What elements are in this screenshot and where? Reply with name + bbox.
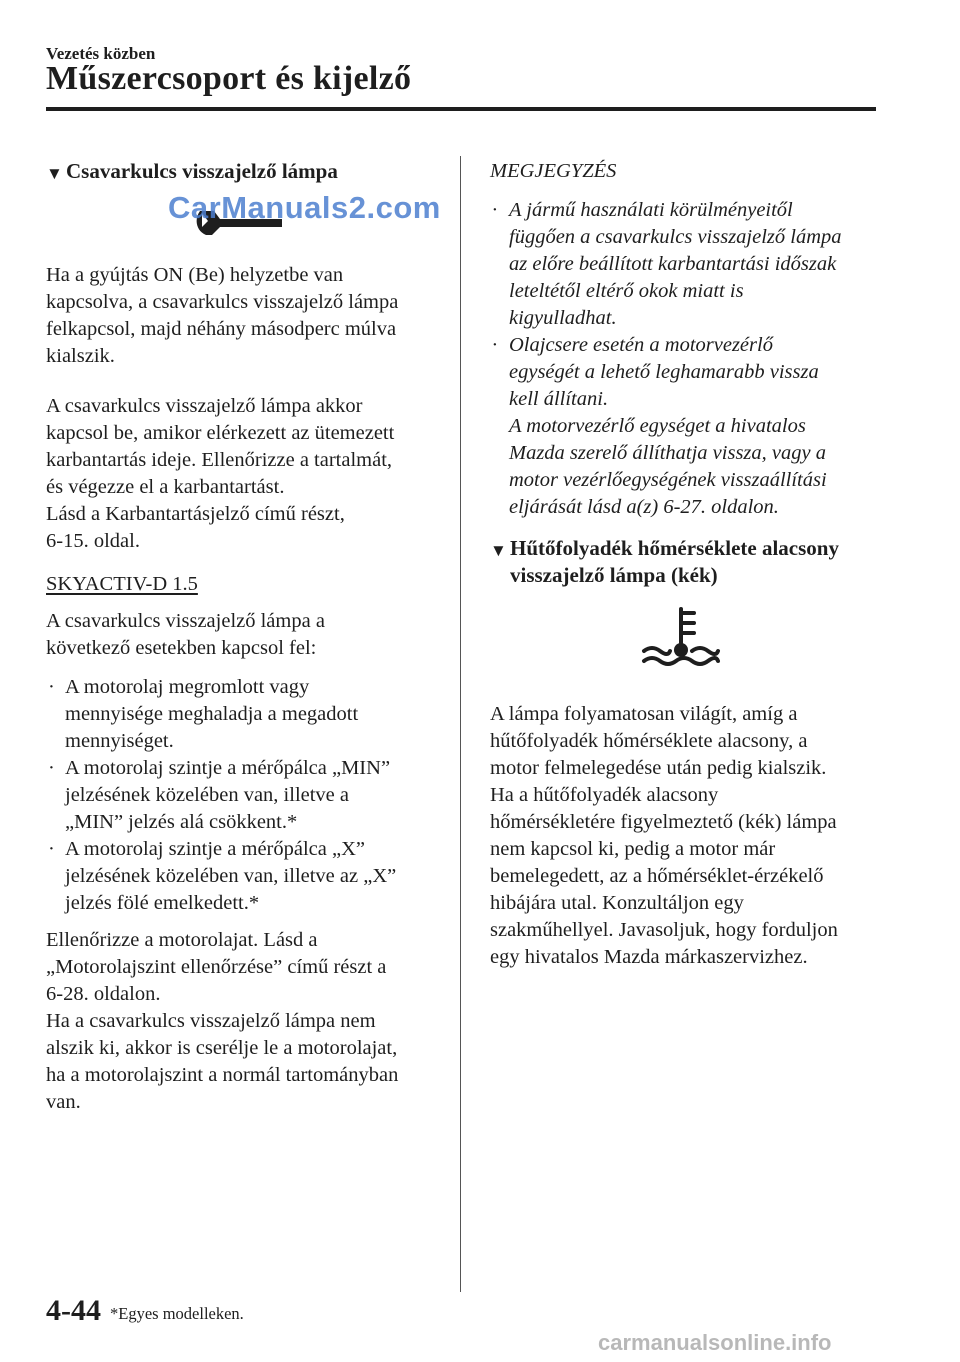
left-paragraph-3: A csavarkulcs visszajelző lámpa a következő esetekben kapcsol fel: bbox=[46, 610, 325, 659]
left-paragraph-1: Ha a gyújtás ON (Be) helyzetbe van kapcsolva, a csavarkulcs visszajelző lámpa felkapcsol, majd néhány másodperc múlva kialszik. bbox=[46, 264, 399, 367]
list-item-text: A motorolaj szintje a mérőpálca „X” jelzésének közelében van, illetve az „X” jelzés fölé emelkedett.* bbox=[65, 838, 397, 914]
list-item bbox=[46, 836, 446, 917]
title-rule bbox=[46, 107, 876, 111]
list-item-text: A motorolaj megromlott vagy mennyisége meghaladja a megadott mennyiséget. bbox=[65, 676, 359, 752]
list-item-text: A motorolaj szintje a mérőpálca „MIN” jelzésének közelében van, illetve a „MIN” jelzés alá csökkent.* bbox=[65, 757, 391, 833]
right-paragraph-1: A lámpa folyamatosan világít, amíg a hűtőfolyadék hőmérséklete alacsony, a motor felmelegedése után pedig kialszik. Ha a hűtőfolyadék alacsony hőmérsékletére figyelmeztető (kék) lámpa nem kapcsol ki, pedig a motor már bemelegedett, az a hőmérséklet-érzékelő hibájára utal. Konzultáljon egy szakműhellyel. Javasoljuk, hogy forduljon egy hivatalos Mazda márkaszervizhez. bbox=[490, 703, 838, 968]
bullet-dot: · bbox=[48, 676, 55, 698]
note-block bbox=[490, 158, 890, 521]
watermark-top: CarManuals2.com bbox=[168, 190, 441, 225]
list-item bbox=[490, 197, 890, 332]
left-column bbox=[46, 158, 446, 1116]
list-item bbox=[490, 332, 890, 521]
coolant-temperature-icon bbox=[640, 605, 722, 667]
wrench-lamp-heading-text: Csavarkulcs visszajelző lámpa bbox=[66, 159, 338, 183]
left-paragraph-4: Ellenőrizze a motorolajat. Lásd a „Motorolajszint ellenőrzése” című részt a 6-28. oldalon. Ha a csavarkulcs visszajelző lámpa nem alszik ki, akkor is cserélje le a motorolajat, ha a motorolajszint a normál tartományban van. bbox=[46, 929, 399, 1113]
list-item bbox=[46, 674, 446, 755]
bullet-dot: · bbox=[492, 199, 498, 221]
page-number: 4-44 bbox=[46, 1294, 101, 1327]
watermark-bottom: carmanualsonline.info bbox=[598, 1330, 832, 1355]
triangle-marker-icon: ▼ bbox=[46, 164, 63, 183]
left-paragraph-2: A csavarkulcs visszajelző lámpa akkor kapcsol be, amikor elérkezett az ütemezett karbantartás ideje. Ellenőrizze a tartalmát, és végezze el a karbantartást. Lásd a Karbantartásjelző című részt, 6-15. oldal. bbox=[46, 395, 395, 552]
list-item-text: Olajcsere esetén a motorvezérlő egységét a lehető leghamarabb vissza kell állítani. A motorvezérlő egységet a hivatalos Mazda szerelő állíthatja vissza, vagy a motor vezérlőegységének visszaállítási eljárását lásd a(z) 6-27. oldalon. bbox=[509, 334, 827, 518]
list-item-text: A jármű használati körülményeitől függően a csavarkulcs visszajelző lámpa az előre beállított karbantartási időszak leteltétől eltérő okok miatt is kigyulladhat. bbox=[509, 199, 842, 329]
coolant-lamp-heading bbox=[490, 535, 890, 589]
section-label: Vezetés közben bbox=[46, 44, 156, 63]
coolant-lamp-heading-text: Hűtőfolyadék hőmérséklete alacsony visszajelző lámpa (kék) bbox=[510, 536, 839, 587]
footnote: *Egyes modelleken. bbox=[110, 1304, 244, 1323]
bullet-dot: · bbox=[492, 334, 498, 356]
wrench-lamp-heading bbox=[46, 158, 446, 187]
triangle-marker-icon: ▼ bbox=[490, 541, 507, 560]
note-title: MEGJEGYZÉS bbox=[490, 160, 617, 182]
list-item bbox=[46, 755, 446, 836]
skyactiv-subheading: SKYACTIV-D 1.5 bbox=[46, 573, 198, 595]
page-title: Műszercsoport és kijelző bbox=[46, 60, 412, 97]
bullet-dot: · bbox=[48, 838, 55, 860]
right-column bbox=[490, 158, 890, 971]
bullet-dot: · bbox=[48, 757, 55, 779]
column-divider bbox=[460, 156, 461, 1292]
